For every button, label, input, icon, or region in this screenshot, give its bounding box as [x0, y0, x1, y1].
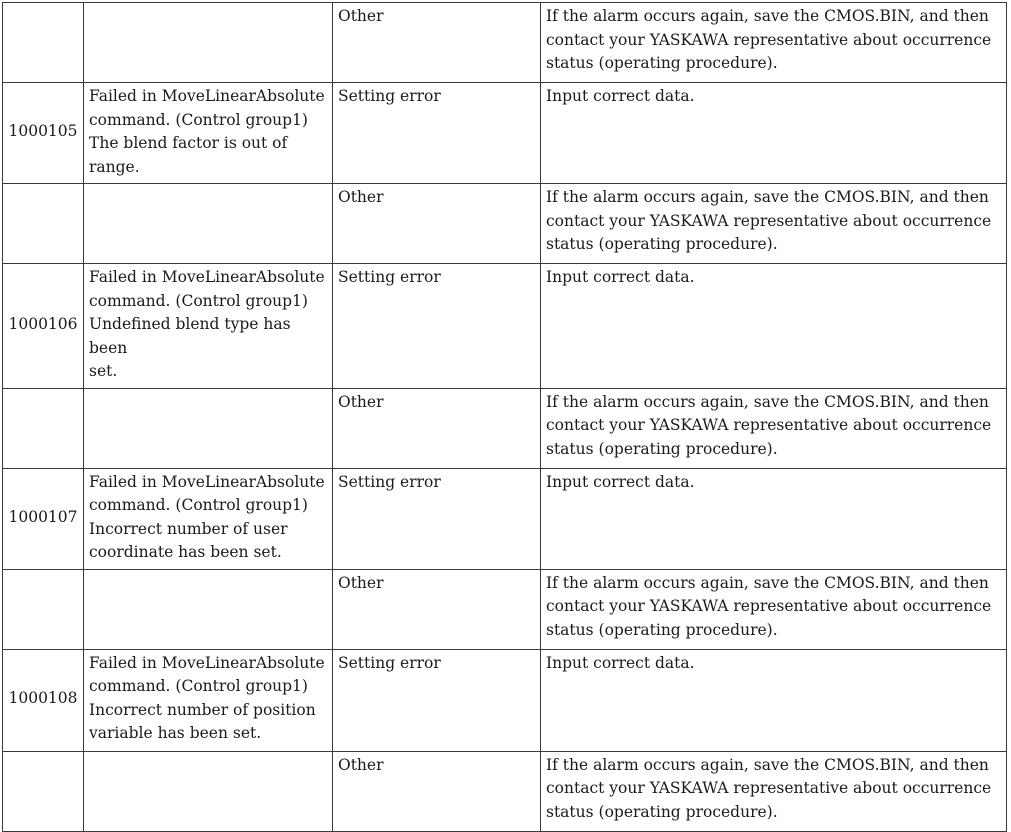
alarm-code-cell: 1000106 — [3, 264, 84, 389]
remedy-cell: If the alarm occurs again, save the CMOS.BIN, and then contact your YASKAWA representative about occurrence status (operating procedure). — [541, 3, 1007, 83]
remedy-cell: Input correct data. — [541, 83, 1007, 184]
alarm-code-cell: 1000107 — [3, 468, 84, 569]
table-row — [3, 3, 1007, 83]
description-cell — [84, 388, 333, 468]
table-row — [3, 649, 1007, 751]
description-cell: Failed in MoveLinearAbsolute command. (Control group1) The blend factor is out of range. — [84, 83, 333, 184]
alarm-code-cell: 1000105 — [3, 83, 84, 184]
cause-cell: Setting error — [333, 468, 541, 569]
remedy-cell: If the alarm occurs again, save the CMOS.BIN, and then contact your YASKAWA representative about occurrence status (operating procedure). — [541, 184, 1007, 264]
alarm-code-cell — [3, 3, 84, 83]
alarm-code-cell — [3, 184, 84, 264]
table-row — [3, 388, 1007, 468]
cause-cell: Setting error — [333, 83, 541, 184]
cause-cell: Other — [333, 3, 541, 83]
remedy-cell: If the alarm occurs again, save the CMOS.BIN, and then contact your YASKAWA representative about occurrence status (operating procedure). — [541, 751, 1007, 831]
cause-cell: Setting error — [333, 264, 541, 389]
description-cell — [84, 569, 333, 649]
alarm-table — [2, 2, 1007, 832]
cause-cell: Other — [333, 184, 541, 264]
table-row — [3, 264, 1007, 389]
remedy-cell: Input correct data. — [541, 468, 1007, 569]
cause-cell: Other — [333, 569, 541, 649]
description-cell — [84, 3, 333, 83]
alarm-code-cell: 1000108 — [3, 649, 84, 751]
description-cell: Failed in MoveLinearAbsolute command. (Control group1) Incorrect number of user coordinate has been set. — [84, 468, 333, 569]
description-cell: Failed in MoveLinearAbsolute command. (Control group1) Undefined blend type has been set. — [84, 264, 333, 389]
cause-cell: Other — [333, 388, 541, 468]
table-row — [3, 468, 1007, 569]
description-cell — [84, 751, 333, 831]
cause-cell: Setting error — [333, 649, 541, 751]
remedy-cell: Input correct data. — [541, 649, 1007, 751]
cause-cell: Other — [333, 751, 541, 831]
table-row — [3, 83, 1007, 184]
table-row — [3, 569, 1007, 649]
description-cell — [84, 184, 333, 264]
description-cell: Failed in MoveLinearAbsolute command. (Control group1) Incorrect number of position variable has been set. — [84, 649, 333, 751]
remedy-cell: If the alarm occurs again, save the CMOS.BIN, and then contact your YASKAWA representative about occurrence status (operating procedure). — [541, 388, 1007, 468]
table-row — [3, 751, 1007, 831]
alarm-code-cell — [3, 388, 84, 468]
alarm-code-cell — [3, 751, 84, 831]
remedy-cell: Input correct data. — [541, 264, 1007, 389]
table-row — [3, 184, 1007, 264]
alarm-code-cell — [3, 569, 84, 649]
remedy-cell: If the alarm occurs again, save the CMOS.BIN, and then contact your YASKAWA representative about occurrence status (operating procedure). — [541, 569, 1007, 649]
